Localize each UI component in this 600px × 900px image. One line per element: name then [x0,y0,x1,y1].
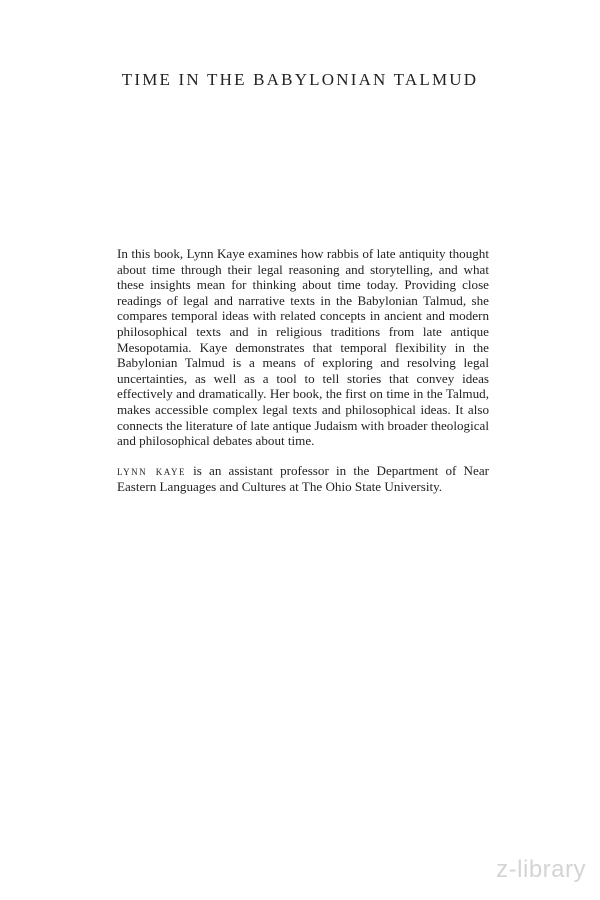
zlibrary-watermark-logo: z-library [496,856,586,883]
page-title: TIME IN THE BABYLONIAN TALMUD [121,70,479,89]
book-description: In this book, Lynn Kaye examines how rabbis of late antiquity thought about time through their legal reasoning and storytelling, and what these insights mean for thinking about time today. Providing close readings of legal and narrative texts in the Babylonian Talmud, she compares temporal ideas with related concepts in ancient and modern philosophical texts and in religious traditions from late antique Mesopotamia. Kaye demonstrates that temporal flexibility in the Babylonian Talmud is a means of exploring and resolving legal uncertainties, as well as a tool to tell stories that convey ideas effectively and dramatically. Her book, the first on time in the Talmud, makes accessible complex legal texts and philosophical ideas. It also connects the literature of late antique Judaism with broader theological and philosophical debates about time. [117,246,489,449]
author-name: lynn kaye [117,463,186,478]
author-bio [117,463,489,494]
author-bio-text: is an assistant professor in the Department of Near Eastern Languages and Cultures at The Ohio State University. [117,463,489,494]
